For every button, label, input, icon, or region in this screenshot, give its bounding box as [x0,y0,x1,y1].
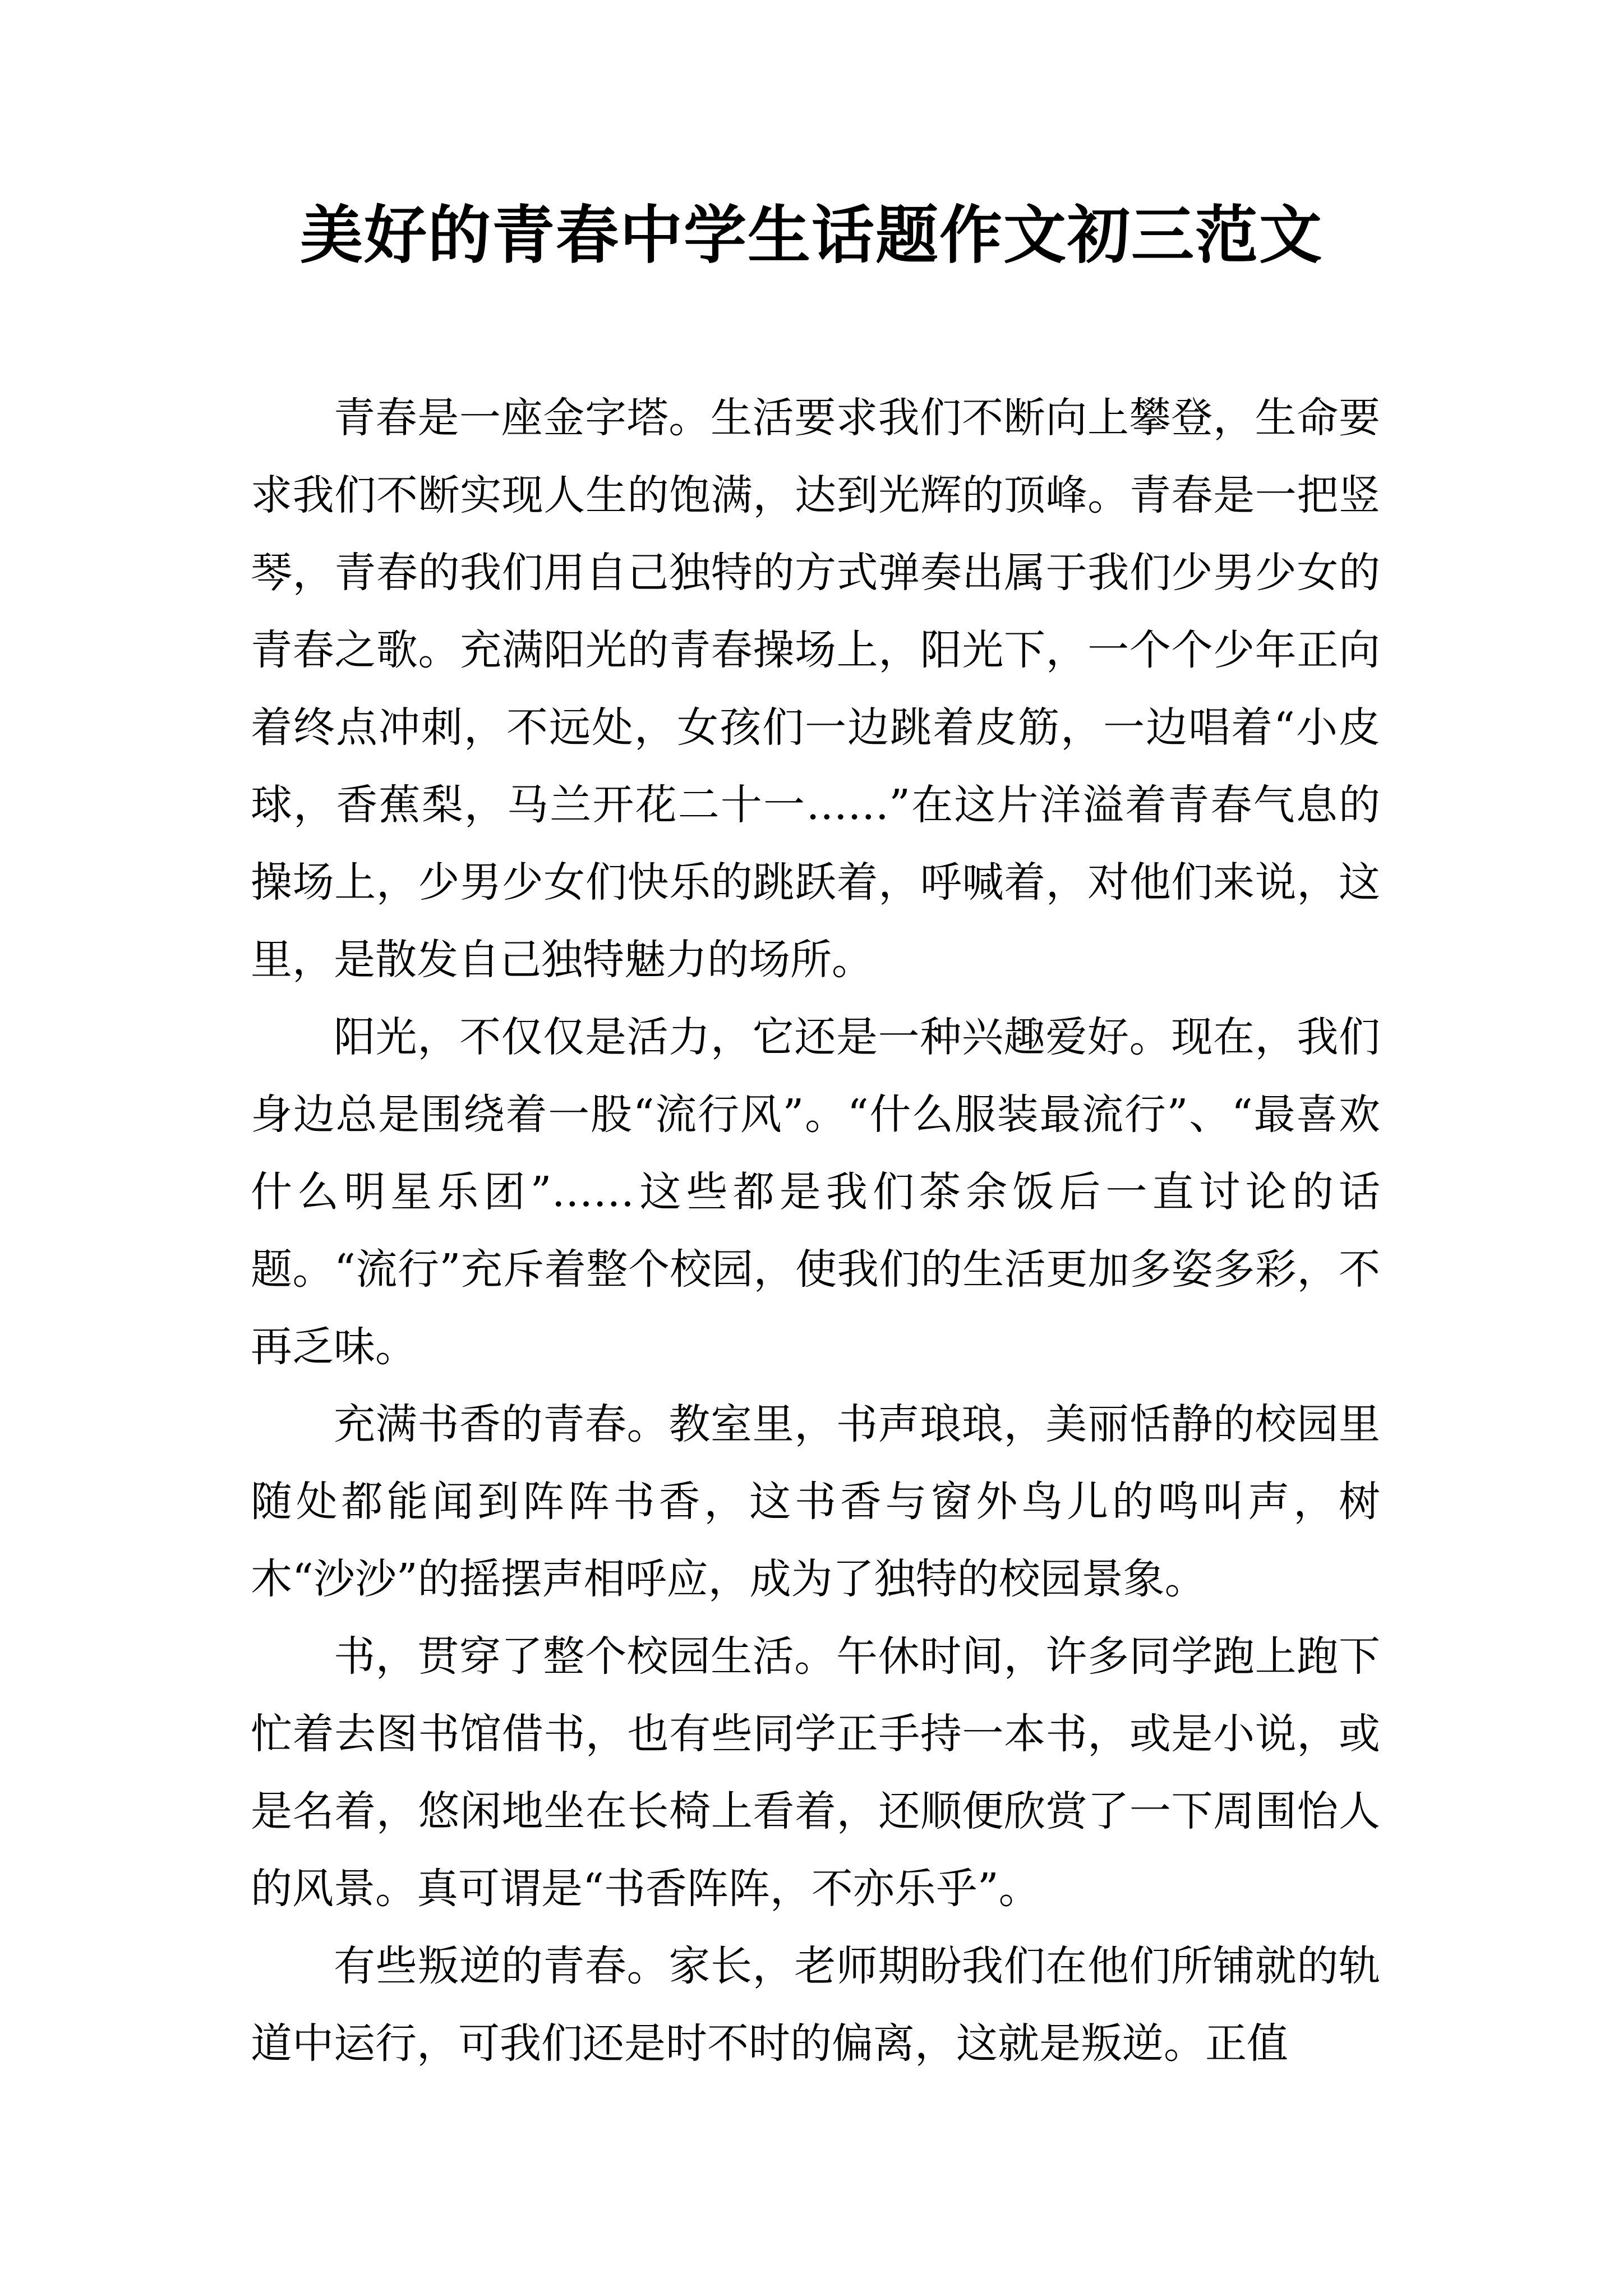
paragraph-5: 有些叛逆的青春。家长，老师期盼我们在他们所铺就的轨道中运行，可我们还是时不时的偏离，这就是叛逆。正值 [251,1942,1380,2068]
document-title: 美好的青春中学生话题作文初三范文 [300,199,1323,272]
paragraph-2: 阳光，不仅仅是活力，它还是一种兴趣爱好。现在，我们身边总是围绕着一股“流行风”。“什么服装最流行”、“最喜欢什么明星乐团”……这些都是我们茶余饭后一直讨论的话题。“流行”充斥着整个校园，使我们的生活更加多姿多彩，不再乏味。 [251,1013,1380,1371]
paragraph-1: 青春是一座金字塔。生活要求我们不断向上攀登，生命要求我们不断实现人生的饱满，达到光辉的顶峰。青春是一把竖琴，青春的我们用自己独特的方式弹奏出属于我们少男少女的青春之歌。充满阳光的青春操场上，阳光下，一个个少年正向着终点冲刺，不远处，女孩们一边跳着皮筋，一边唱着“小皮球，香蕉梨，马兰开花二十一……”在这片洋溢着青春气息的操场上，少男少女们快乐的跳跃着，呼喊着，对他们来说，这里，是散发自己独特魅力的场所。 [251,394,1380,984]
document-body [251,379,1380,2082]
paragraph-3: 充满书香的青春。教室里，书声琅琅，美丽恬静的校园里随处都能闻到阵阵书香，这书香与窗外鸟儿的鸣叫声，树木“沙沙”的摇摆声相呼应，成为了独特的校园景象。 [251,1400,1380,1603]
paragraph-4: 书，贯穿了整个校园生活。午休时间，许多同学跑上跑下忙着去图书馆借书，也有些同学正手持一本书，或是小说，或是名着，悠闲地坐在长椅上看着，还顺便欣赏了一下周围怡人的风景。真可谓是“书香阵阵，不亦乐乎”。 [251,1632,1380,1913]
